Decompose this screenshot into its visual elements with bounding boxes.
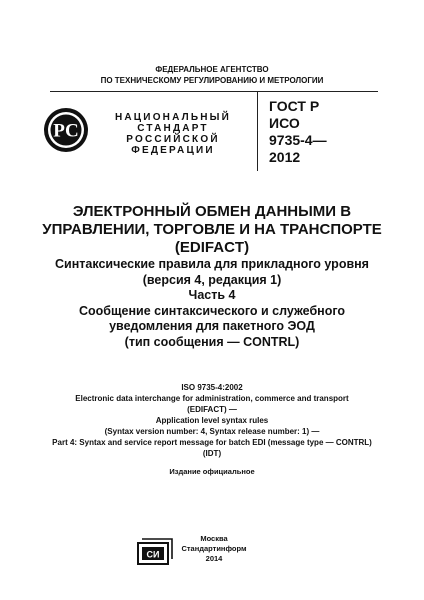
en-line-2: Electronic data interchange for administration, commerce and transport xyxy=(75,394,349,403)
en-line-4: Application level syntax rules xyxy=(155,416,269,425)
publisher-info xyxy=(174,534,254,564)
svg-text:СИ: СИ xyxy=(146,549,160,560)
header-divider xyxy=(50,91,378,92)
designation-line-3: 9735-4— xyxy=(269,132,327,148)
natl-line-2: СТАНДАРТ xyxy=(137,123,209,134)
agency-line-2: ПО ТЕХНИЧЕСКОМУ РЕГУЛИРОВАНИЮ И МЕТРОЛОГИИ xyxy=(100,76,324,85)
agency-line-1: ФЕДЕРАЛЬНОЕ АГЕНТСТВО xyxy=(155,65,269,74)
agency-header xyxy=(0,64,424,86)
english-title xyxy=(20,382,404,459)
publisher-city: Москва xyxy=(200,534,228,543)
designation-line-4: 2012 xyxy=(269,149,301,165)
title-main-line-2: УПРАВЛЕНИИ, ТОРГОВЛЕ И НА ТРАНСПОРТЕ xyxy=(42,221,382,238)
en-line-7: (IDT) xyxy=(202,449,222,458)
national-standard-label xyxy=(104,112,242,156)
standard-designation xyxy=(269,98,389,166)
publisher-year: 2014 xyxy=(205,554,223,563)
gost-r-mark-icon xyxy=(43,107,89,153)
edition-label: Издание официальное xyxy=(169,467,255,476)
title-sub-line-1: Синтаксические правила для прикладного уровня xyxy=(55,257,369,271)
title-main-line-3: (EDIFACT) xyxy=(174,239,250,256)
vertical-divider xyxy=(257,91,258,171)
part-title-line-3: (тип сообщения — CONTRL) xyxy=(124,334,300,349)
part-title-line-1: Сообщение синтаксического и служебного xyxy=(78,303,346,318)
natl-line-4: ФЕДЕРАЦИИ xyxy=(131,145,215,156)
en-line-6: Part 4: Syntax and service report message for batch EDI (message type — CONTRL) xyxy=(52,438,372,447)
natl-line-1: НАЦИОНАЛЬНЫЙ xyxy=(114,112,232,123)
en-line-1: ISO 9735-4:2002 xyxy=(181,383,243,392)
designation-line-2: ИСО xyxy=(269,115,300,131)
title-part: Часть 4 xyxy=(188,288,236,302)
part-title-line-2: уведомления для пакетного ЭОД xyxy=(109,319,315,333)
publisher-name: Стандартинформ xyxy=(181,544,247,553)
svg-text:РС: РС xyxy=(53,120,79,142)
title-main-line-1: ЭЛЕКТРОННЫЙ ОБМЕН ДАННЫМИ В xyxy=(72,203,352,220)
en-line-3: (EDIFACT) — xyxy=(187,405,237,414)
designation-line-1: ГОСТ Р xyxy=(269,98,320,114)
natl-line-3: РОССИЙСКОЙ xyxy=(126,134,220,145)
document-title xyxy=(20,203,404,350)
en-line-5: (Syntax version number: 4, Syntax release number: 1) — xyxy=(104,427,320,436)
title-sub-line-2: (версия 4, редакция 1) xyxy=(142,272,282,287)
standartinform-logo-icon xyxy=(134,537,174,567)
